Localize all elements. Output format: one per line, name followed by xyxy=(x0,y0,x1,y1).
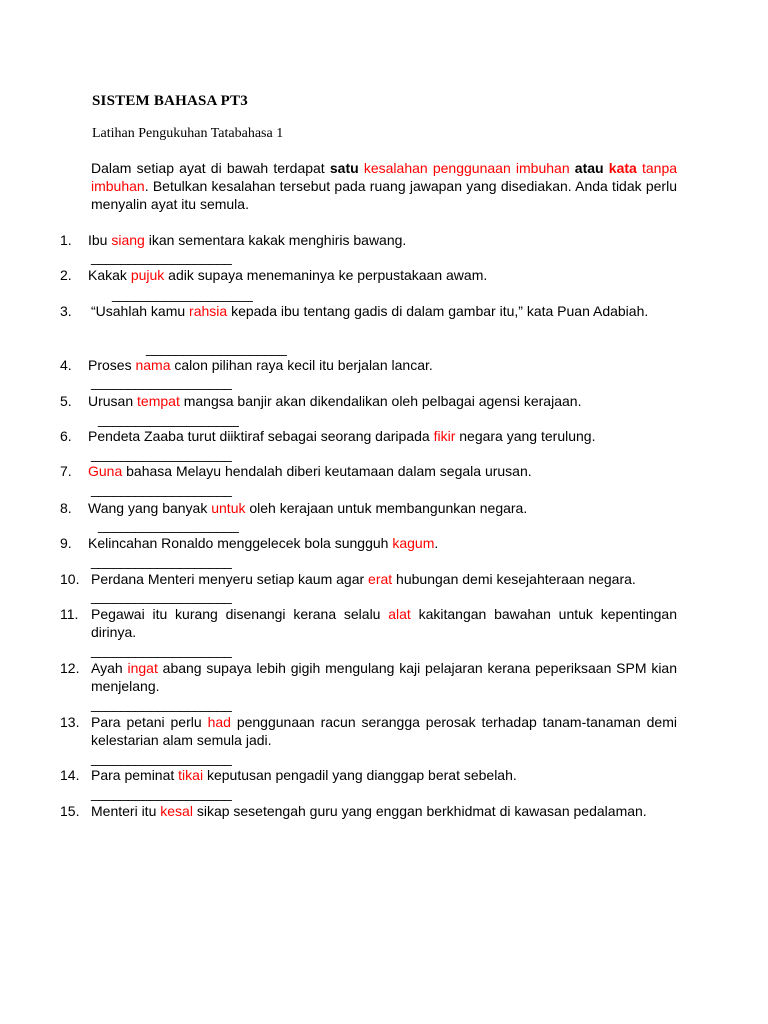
question-number: 8. xyxy=(60,500,72,516)
answer-line[interactable]: ___________________ xyxy=(91,750,232,766)
question-text-part: oleh kerajaan untuk membangunkan negara. xyxy=(245,500,528,516)
instructions-text: Dalam setiap ayat di bawah terdapat xyxy=(91,160,330,176)
question-text xyxy=(88,392,677,410)
answer-line[interactable]: ___________________ xyxy=(91,374,232,390)
question-number: 4. xyxy=(60,357,72,373)
instructions-highlight-kata: kata xyxy=(608,160,637,176)
error-word: untuk xyxy=(211,500,246,516)
question-text xyxy=(91,659,677,695)
question-number: 12. xyxy=(60,660,80,676)
answer-line[interactable]: ___________________ xyxy=(91,249,232,265)
question-number: 5. xyxy=(60,393,72,409)
question-text-part: Proses xyxy=(88,357,136,373)
error-word: tempat xyxy=(137,393,180,409)
error-word: had xyxy=(207,714,231,730)
question-number: 3. xyxy=(60,303,72,319)
question-text-part: bahasa Melayu hendalah diberi keutamaan dalam segala urusan. xyxy=(122,463,532,479)
question-text-part: sikap sesetengah guru yang enggan berkhidmat di kawasan pedalaman. xyxy=(192,803,647,819)
question-text-part: abang supaya lebih gigih mengulang kaji pelajaran kerana peperiksaan SPM kian menjelang. xyxy=(91,660,678,694)
instructions-highlight-tanpa-imbuhan: tanpa imbuhan xyxy=(91,160,678,194)
question-text xyxy=(91,605,677,641)
answer-line[interactable]: ___________________ xyxy=(91,642,232,658)
question-text xyxy=(88,427,677,445)
question-text-part: negara yang terulung. xyxy=(455,428,596,444)
question-text-part: Para petani perlu xyxy=(91,714,208,730)
page-title: SISTEM BAHASA PT3 xyxy=(92,93,248,109)
question-text xyxy=(91,570,677,588)
error-word: nama xyxy=(135,357,171,373)
error-word: kesal xyxy=(160,803,193,819)
error-word: siang xyxy=(111,232,145,248)
question-text-part: penggunaan racun serangga perosak terhadap tanam-tanaman demi kelestarian alam semula jadi. xyxy=(91,714,677,748)
question-number: 7. xyxy=(60,463,72,479)
question-text xyxy=(88,534,677,552)
question-text-part: adik supaya menemaninya ke perpustakaan awam. xyxy=(164,267,488,283)
question-text-part: hubungan demi kesejahteraan negara. xyxy=(392,571,636,587)
question-text-part: kakitangan bawahan untuk kepentingan dirinya. xyxy=(91,606,677,640)
instructions-text: . Betulkan kesalahan tersebut pada ruang jawapan yang disediakan. Anda tidak perlu menyalin ayat itu semula. xyxy=(91,178,677,212)
question-text xyxy=(88,266,677,284)
question-text-part: mangsa banjir akan dikendalikan oleh pelbagai agensi kerajaan. xyxy=(179,393,582,409)
question-text-part: ikan sementara kakak menghiris bawang. xyxy=(144,232,407,248)
answer-line[interactable]: ___________________ xyxy=(98,517,239,533)
question-text-part: keputusan pengadil yang dianggap berat sebelah. xyxy=(203,767,517,783)
question-number: 1. xyxy=(60,232,72,248)
question-text-part: Pegawai itu kurang disenangi kerana selalu xyxy=(91,606,389,622)
question-text-part: Perdana Menteri menyeru setiap kaum agar xyxy=(91,571,369,587)
answer-line[interactable]: ___________________ xyxy=(112,286,253,302)
question-text xyxy=(91,302,677,320)
answer-line[interactable]: ___________________ xyxy=(91,785,232,801)
question-number: 2. xyxy=(60,267,72,283)
question-text-part: Wang yang banyak xyxy=(88,500,212,516)
question-text-part: Kakak xyxy=(88,267,131,283)
question-text-part: “Usahlah kamu xyxy=(91,303,190,319)
question-number: 11. xyxy=(60,606,79,622)
question-text xyxy=(88,356,677,374)
answer-line[interactable]: ___________________ xyxy=(91,481,232,497)
question-number: 9. xyxy=(60,535,72,551)
error-word: Guna xyxy=(88,463,123,479)
question-text-part: Para peminat xyxy=(91,767,179,783)
answer-line[interactable]: ___________________ xyxy=(98,411,239,427)
question-text-part: Menteri itu xyxy=(91,803,161,819)
error-word: ingat xyxy=(127,660,158,676)
question-text-part: Urusan xyxy=(88,393,138,409)
page-subtitle: Latihan Pengukuhan Tatabahasa 1 xyxy=(92,126,284,141)
question-text xyxy=(88,231,677,249)
answer-line[interactable]: ___________________ xyxy=(91,446,232,462)
answer-line[interactable]: ___________________ xyxy=(91,588,232,604)
question-text-part: Kelincahan Ronaldo menggelecek bola sungguh xyxy=(88,535,393,551)
answer-line[interactable]: ___________________ xyxy=(91,696,232,712)
error-word: tikai xyxy=(178,767,204,783)
instructions-highlight-imbuhan: kesalahan penggunaan imbuhan xyxy=(363,160,570,176)
instructions-emphasis-satu: satu xyxy=(329,160,359,176)
error-word: pujuk xyxy=(130,267,165,283)
error-word: erat xyxy=(368,571,393,587)
question-number: 6. xyxy=(60,428,72,444)
question-number: 14. xyxy=(60,767,80,783)
question-text xyxy=(88,462,677,480)
answer-line[interactable]: ___________________ xyxy=(91,553,232,569)
question-text-part: Ibu xyxy=(88,232,112,248)
question-number: 10. xyxy=(60,571,80,587)
question-text-part: . xyxy=(434,535,439,551)
question-text-part: Pendeta Zaaba turut diiktiraf sebagai seorang daripada xyxy=(88,428,434,444)
error-word: alat xyxy=(388,606,411,622)
question-text-part: Ayah xyxy=(91,660,128,676)
error-word: rahsia xyxy=(189,303,228,319)
answer-line[interactable]: ___________________ xyxy=(146,340,287,356)
instructions-emphasis-atau: atau xyxy=(574,160,604,176)
question-text xyxy=(91,766,677,784)
question-number: 15. xyxy=(60,803,80,819)
error-word: fikir xyxy=(433,428,456,444)
question-text-part: kepada ibu tentang gadis di dalam gambar itu,” kata Puan Adabiah. xyxy=(227,303,649,319)
question-text xyxy=(91,713,677,749)
error-word: kagum xyxy=(392,535,435,551)
question-text-part: calon pilihan raya kecil itu berjalan lancar. xyxy=(170,357,433,373)
question-number: 13. xyxy=(60,714,80,730)
question-text xyxy=(88,499,677,517)
question-text xyxy=(91,802,677,820)
